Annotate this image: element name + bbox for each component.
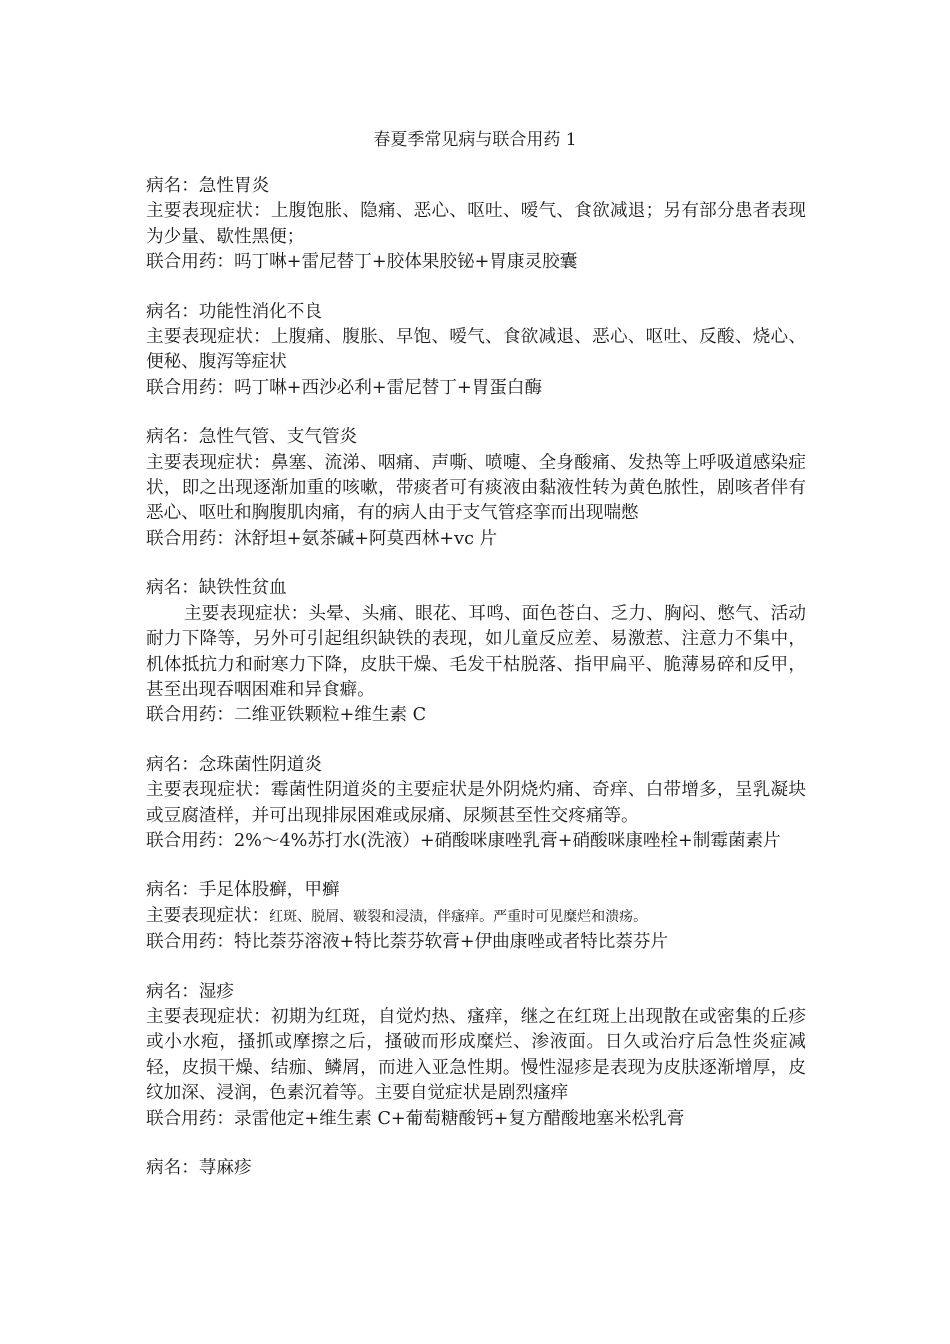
symptoms-label: 主要表现症状： [146, 905, 270, 926]
disease-symptoms: 主要表现症状：初期为红斑，自觉灼热、瘙痒，继之在红斑上出现散在或密集的丘疹或小水疱，搔抓或摩擦之后，搔破而形成糜烂、渗液面。日久或治疗后急性炎症减轻，皮损干燥、结痂、鳞屑，而进入亚急性期。慢性湿疹是表现为皮肤逐渐增厚，皮纹加深、浸润，色素沉着等。主要自觉症状是剧烈瘙痒 [146, 1006, 806, 1104]
disease-name: 病名：念珠菌性阴道炎 [146, 754, 322, 775]
disease-symptoms [146, 904, 806, 930]
disease-symptoms: 主要表现症状：上腹饱胀、隐痛、恶心、呕吐、嗳气、食欲减退；另有部分患者表现为少量、歇性黑便； [146, 201, 806, 247]
disease-symptoms: 主要表现症状：头晕、头痛、眼花、耳鸣、面色苍白、乏力、胸闷、憋气、活动耐力下降等，另外可引起组织缺铁的表现，如儿童反应差、易激惹、注意力不集中，机体抵抗力和耐寒力下降，皮肤干燥、毛发干枯脱落、指甲扁平、脆薄易碎和反甲，甚至出现吞咽困难和异食癖。 [146, 603, 806, 700]
disease-section [146, 878, 806, 955]
disease-section [146, 174, 806, 276]
document-title: 春夏季常见病与联合用药 1 [373, 130, 577, 150]
disease-name: 病名：荨麻疹 [146, 1158, 252, 1178]
disease-drugs: 联合用药：2%～4%苏打水(洗液）+硝酸咪康唑乳膏+硝酸咪康唑栓+制霉菌素片 [146, 830, 781, 851]
disease-symptoms: 主要表现症状：上腹痛、腹胀、早饱、嗳气、食欲减退、恶心、呕吐、反酸、烧心、便秘、腹泻等症状 [146, 327, 806, 373]
document-body [146, 174, 806, 1205]
disease-name: 病名：急性气管、支气管炎 [146, 427, 358, 448]
symptoms-detail: 红斑、脱屑、皲裂和浸渍，伴瘙痒。严重时可见糜烂和溃疡。 [269, 908, 648, 925]
disease-drugs: 联合用药：二维亚铁颗粒+维生素 C [146, 705, 427, 726]
disease-section [146, 1156, 806, 1181]
disease-name: 病名：缺铁性贫血 [146, 578, 287, 599]
disease-drugs: 联合用药：沐舒坦+氨茶碱+阿莫西林+vc 片 [146, 528, 498, 549]
disease-section [146, 425, 806, 552]
disease-symptoms: 主要表现症状：霉菌性阴道炎的主要症状是外阴烧灼痛、奇痒、白带增多，呈乳凝块或豆腐渣样，并可出现排尿困难或尿痛、尿频甚至性交疼痛等。 [146, 780, 806, 826]
disease-drugs: 联合用药：录雷他定+维生素 C+葡萄糖酸钙+复方醋酸地塞米松乳膏 [146, 1108, 685, 1129]
disease-section [146, 576, 806, 728]
disease-drugs: 联合用药：吗丁啉+西沙必利+雷尼替丁+胃蛋白酶 [146, 377, 543, 398]
disease-section [146, 980, 806, 1132]
disease-drugs: 联合用药：特比萘芬溶液+特比萘芬软膏+伊曲康唑或者特比萘芬片 [146, 932, 669, 953]
disease-section [146, 300, 806, 402]
disease-symptoms: 主要表现症状：鼻塞、流涕、咽痛、声嘶、喷嚏、全身酸痛、发热等上呼吸道感染症状，即之出现逐渐加重的咳嗽，带痰者可有痰液由黏液性转为黄色脓性，剧咳者伴有恶心、呕吐和胸腹肌肉痛，有的病人由于支气管痉挛而出现喘憋 [146, 452, 806, 524]
disease-name: 病名：湿疹 [146, 981, 234, 1002]
disease-name: 病名：功能性消化不良 [146, 301, 322, 322]
disease-name: 病名：手足体股癣，甲癣 [146, 880, 340, 901]
disease-drugs: 联合用药：吗丁啉+雷尼替丁+胶体果胶铋+胃康灵胶囊 [146, 252, 578, 273]
disease-name: 病名：急性胃炎 [146, 176, 270, 196]
disease-section [146, 753, 806, 855]
